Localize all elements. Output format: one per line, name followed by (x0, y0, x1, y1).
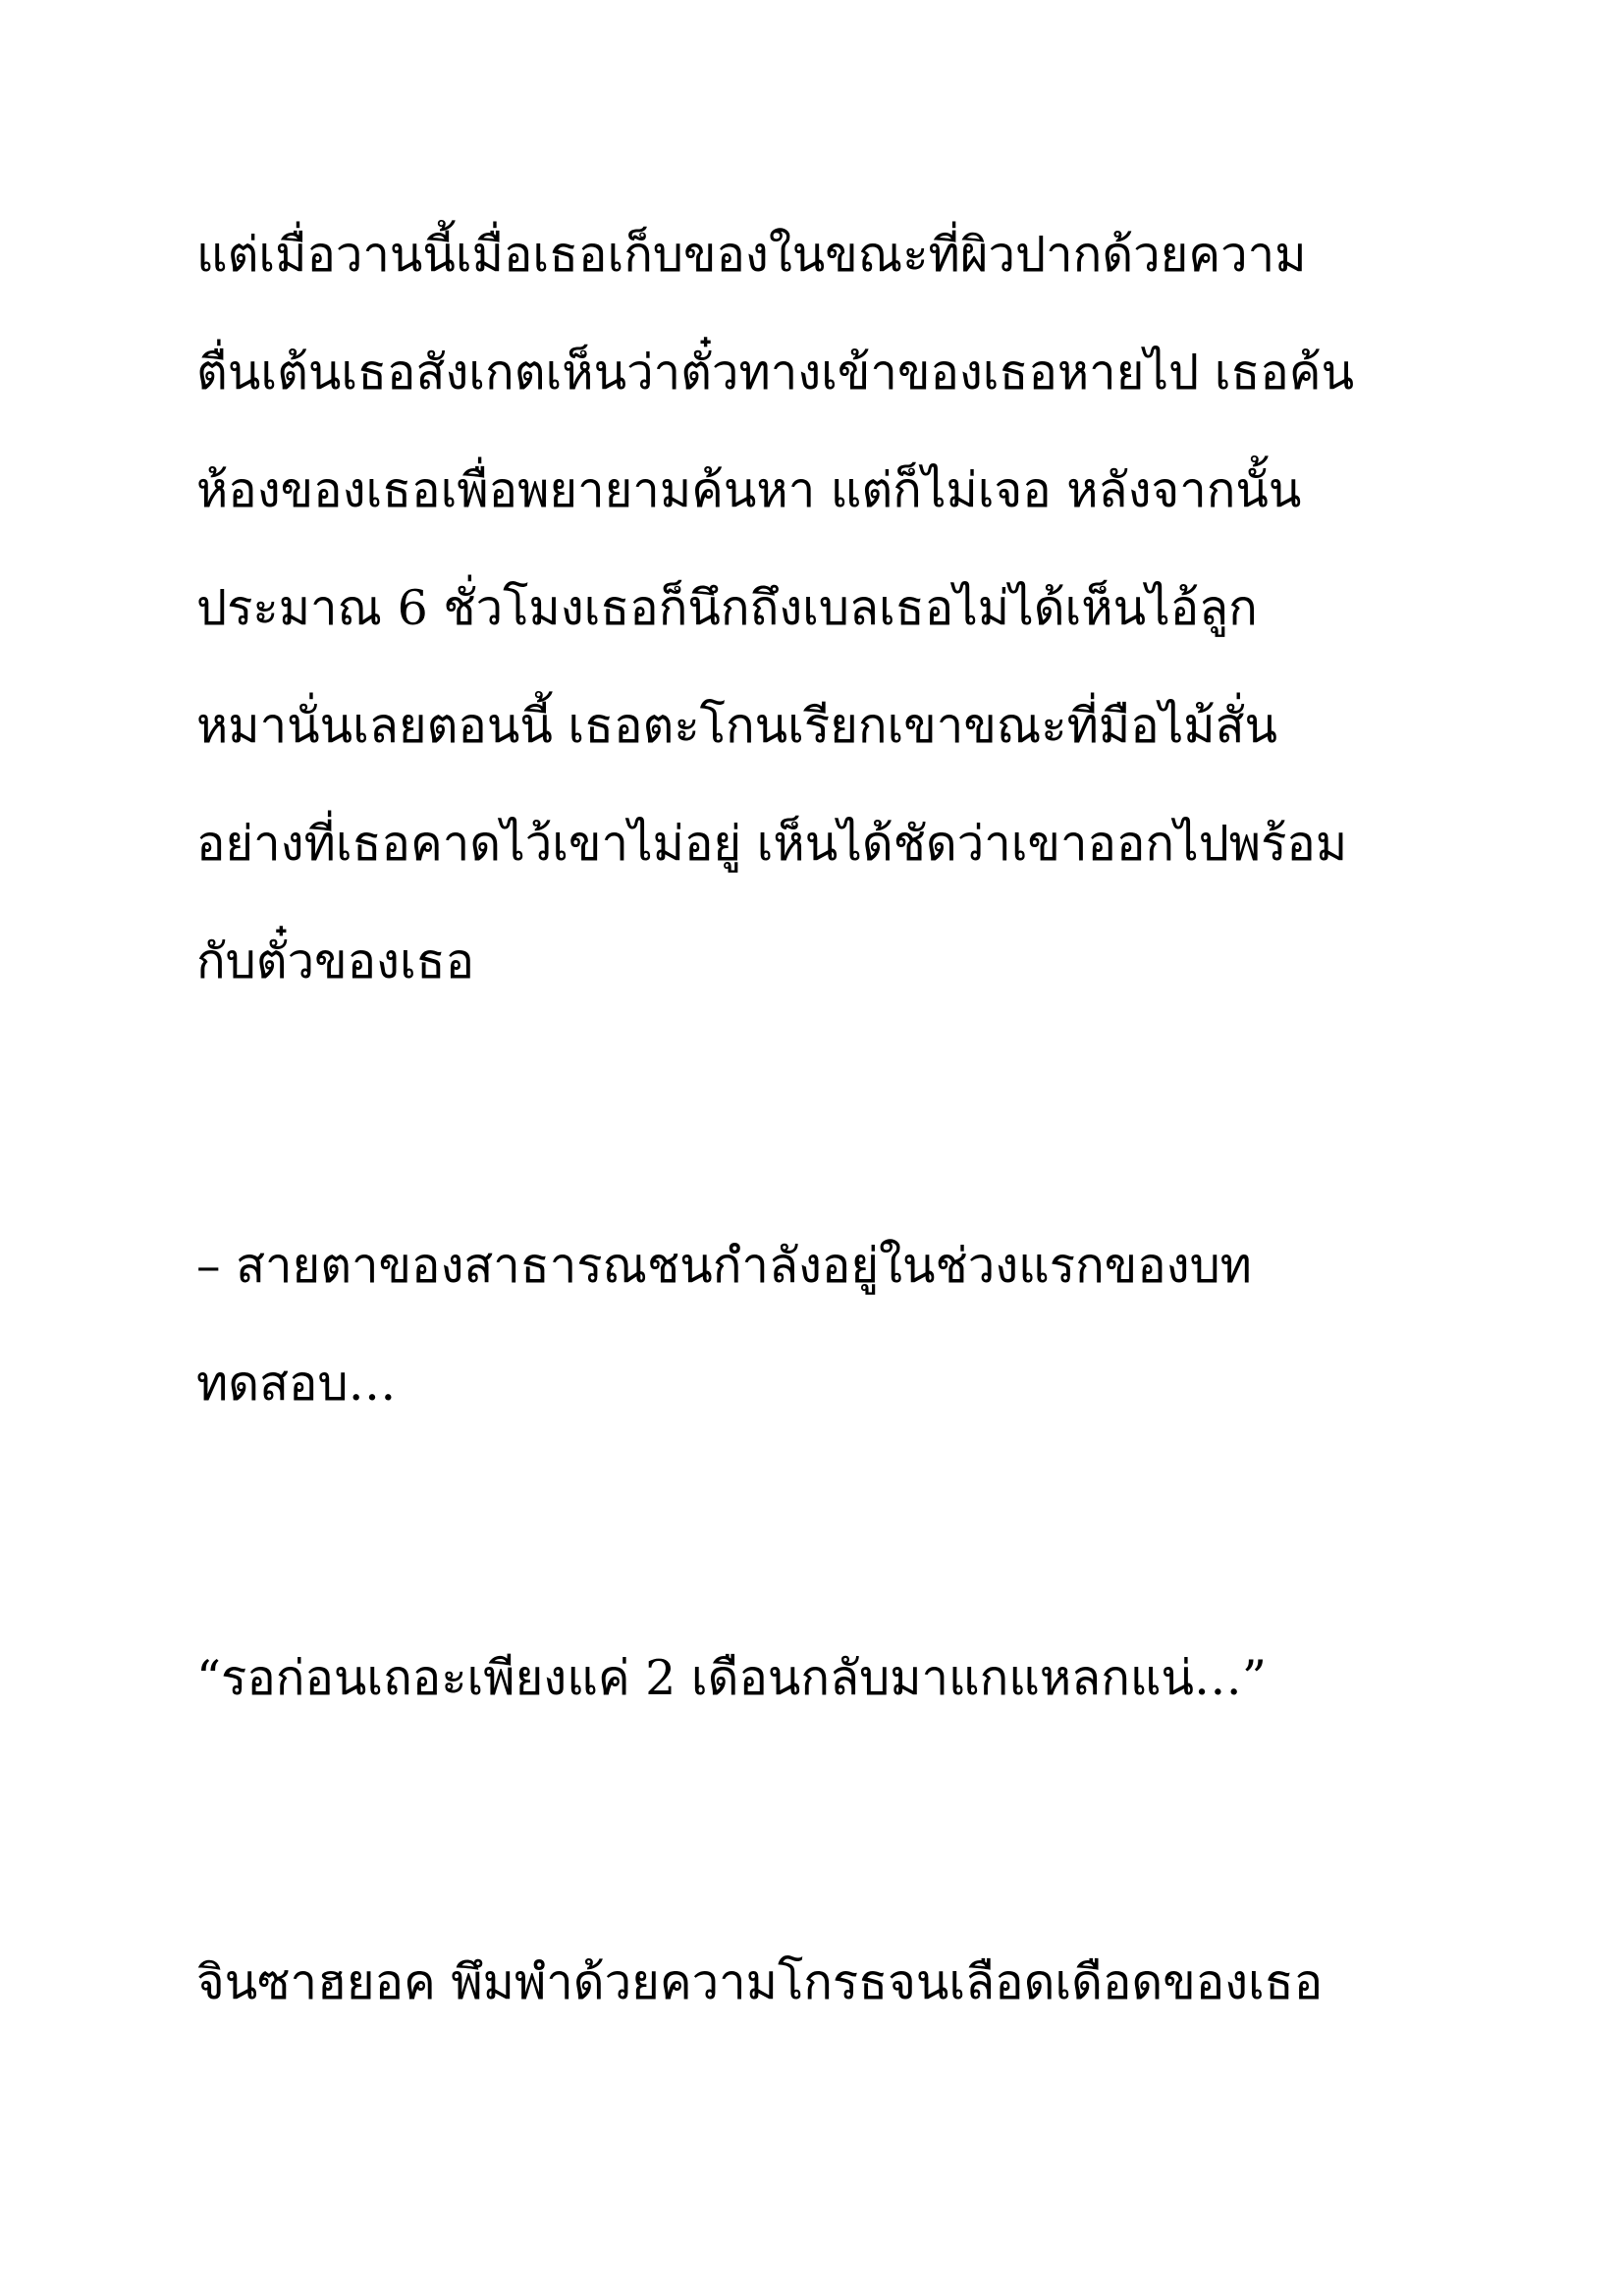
text-line: “รอก่อนเถอะเพียงแค่ 2 เดือนกลับมาแกแหลกแน่…” (196, 1650, 1267, 1706)
text-line: แต่เมื่อวานนี้เมื่อเธอเก็บของในขณะที่ผิวปากด้วยความ (196, 227, 1307, 283)
text-line: ประมาณ 6 ชั่วโมงเธอก็นึกถึงเบลเธอไม่ได้เห็นไอ้ลูก (196, 580, 1258, 636)
text-line: กับตั๋วของเธอ (196, 934, 475, 989)
text-line: – สายตาของสาธารณชนกำลังอยู่ในช่วงแรกของบท (196, 1238, 1252, 1294)
text-line: อย่างที่เธอคาดไว้เขาไม่อยู่ เห็นได้ชัดว่าเขาออกไปพร้อม (196, 816, 1348, 872)
paragraph-1 (196, 196, 1473, 1021)
text-line: หมานั่นเลยตอนนี้ เธอตะโกนเรียกเขาขณะที่มือไม้สั่น (196, 698, 1277, 754)
text-line: จินซาฮยอค พึมพำด้วยความโกรธจนเลือดเดือดของเธอ (196, 1954, 1324, 2010)
paragraph-2 (196, 1207, 1473, 1443)
text-line: ห้องของเธอเพื่อพยายามค้นหา แต่ก็ไม่เจอ หลังจากนั้น (196, 462, 1302, 518)
text-line: ตื่นเต้นเธอสังเกตเห็นว่าตั๋วทางเข้าของเธอหายไป เธอค้น (196, 345, 1355, 400)
paragraph-3 (196, 1620, 1473, 1737)
text-line: ทดสอบ… (196, 1356, 397, 1412)
paragraph-4 (196, 1924, 1473, 2042)
